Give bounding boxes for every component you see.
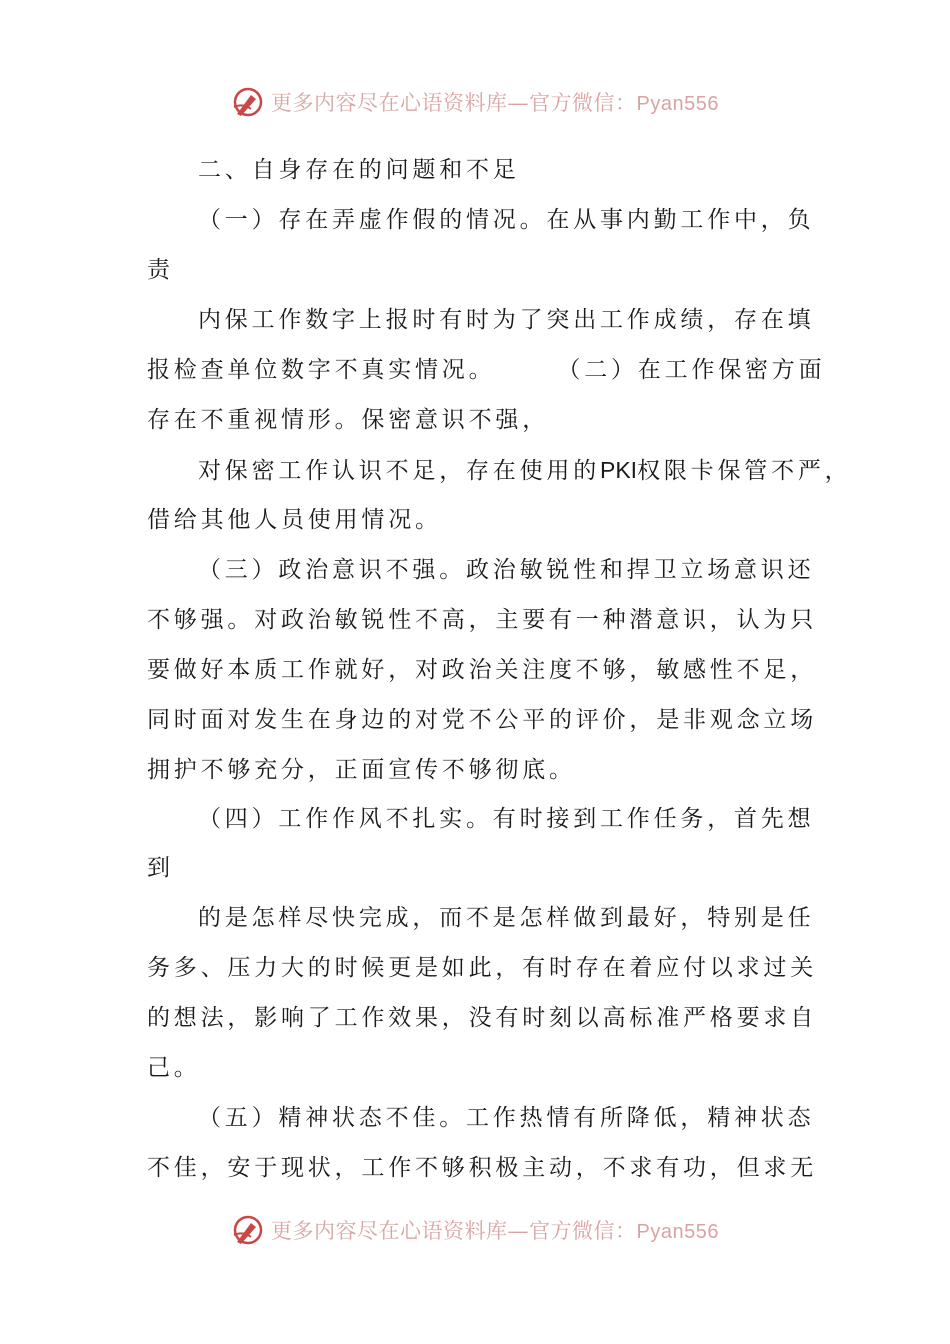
banner-text: 更多内容尽在心语资料库—官方微信：Pyan556 (271, 1219, 719, 1243)
text-line: （三）政治意识不强。政治敏锐性和捍卫立场意识还 (198, 557, 815, 583)
pen-nib-logo-icon (231, 1213, 265, 1247)
footer-banner (0, 1210, 950, 1250)
text-line: 不够强。对政治敏锐性不高，主要有一种潜意识，认为只 (147, 607, 817, 633)
text-line: 对保密工作认识不足，存在使用的PKI权限卡保管不严， (198, 457, 852, 484)
text-line: 不佳，安于现状，工作不够积极主动，不求有功，但求无 (147, 1155, 817, 1181)
text-line: （一）存在弄虚作假的情况。在从事内勤工作中，负 (198, 207, 815, 233)
text-line: （四）工作作风不扎实。有时接到工作任务，首先想 (198, 806, 815, 832)
text-line: 拥护不够充分，正面宣传不够彻底。 (147, 757, 576, 783)
text-line: 同时面对发生在身边的对党不公平的评价，是非观念立场 (147, 707, 817, 733)
section-heading: 二、自身存在的问题和不足 (198, 157, 520, 183)
text-line: 内保工作数字上报时有时为了突出工作成绩，存在填 (198, 307, 815, 333)
banner-text: 更多内容尽在心语资料库—官方微信：Pyan556 (271, 91, 719, 115)
text-line: 借给其他人员使用情况。 (147, 507, 442, 533)
text-line: 责 (147, 257, 174, 283)
text-line: 己。 (147, 1055, 201, 1081)
text-line: 报检查单位数字不真实情况。 （二）在工作保密方面 (147, 357, 826, 383)
text-line: 的是怎样尽快完成，而不是怎样做到最好，特别是任 (198, 905, 815, 931)
text-line: 到 (147, 855, 174, 881)
text-line: 存在不重视情形。保密意识不强， (147, 407, 549, 433)
text-line: （五）精神状态不佳。工作热情有所降低，精神状态 (198, 1105, 815, 1131)
text-line: 要做好本质工作就好，对政治关注度不够，敏感性不足， (147, 657, 817, 683)
pen-nib-logo-icon (231, 85, 265, 119)
text-line: 的想法，影响了工作效果，没有时刻以高标准严格要求自 (147, 1005, 817, 1031)
text-line: 务多、压力大的时候更是如此，有时存在着应付以求过关 (147, 955, 817, 981)
header-banner (0, 82, 950, 122)
